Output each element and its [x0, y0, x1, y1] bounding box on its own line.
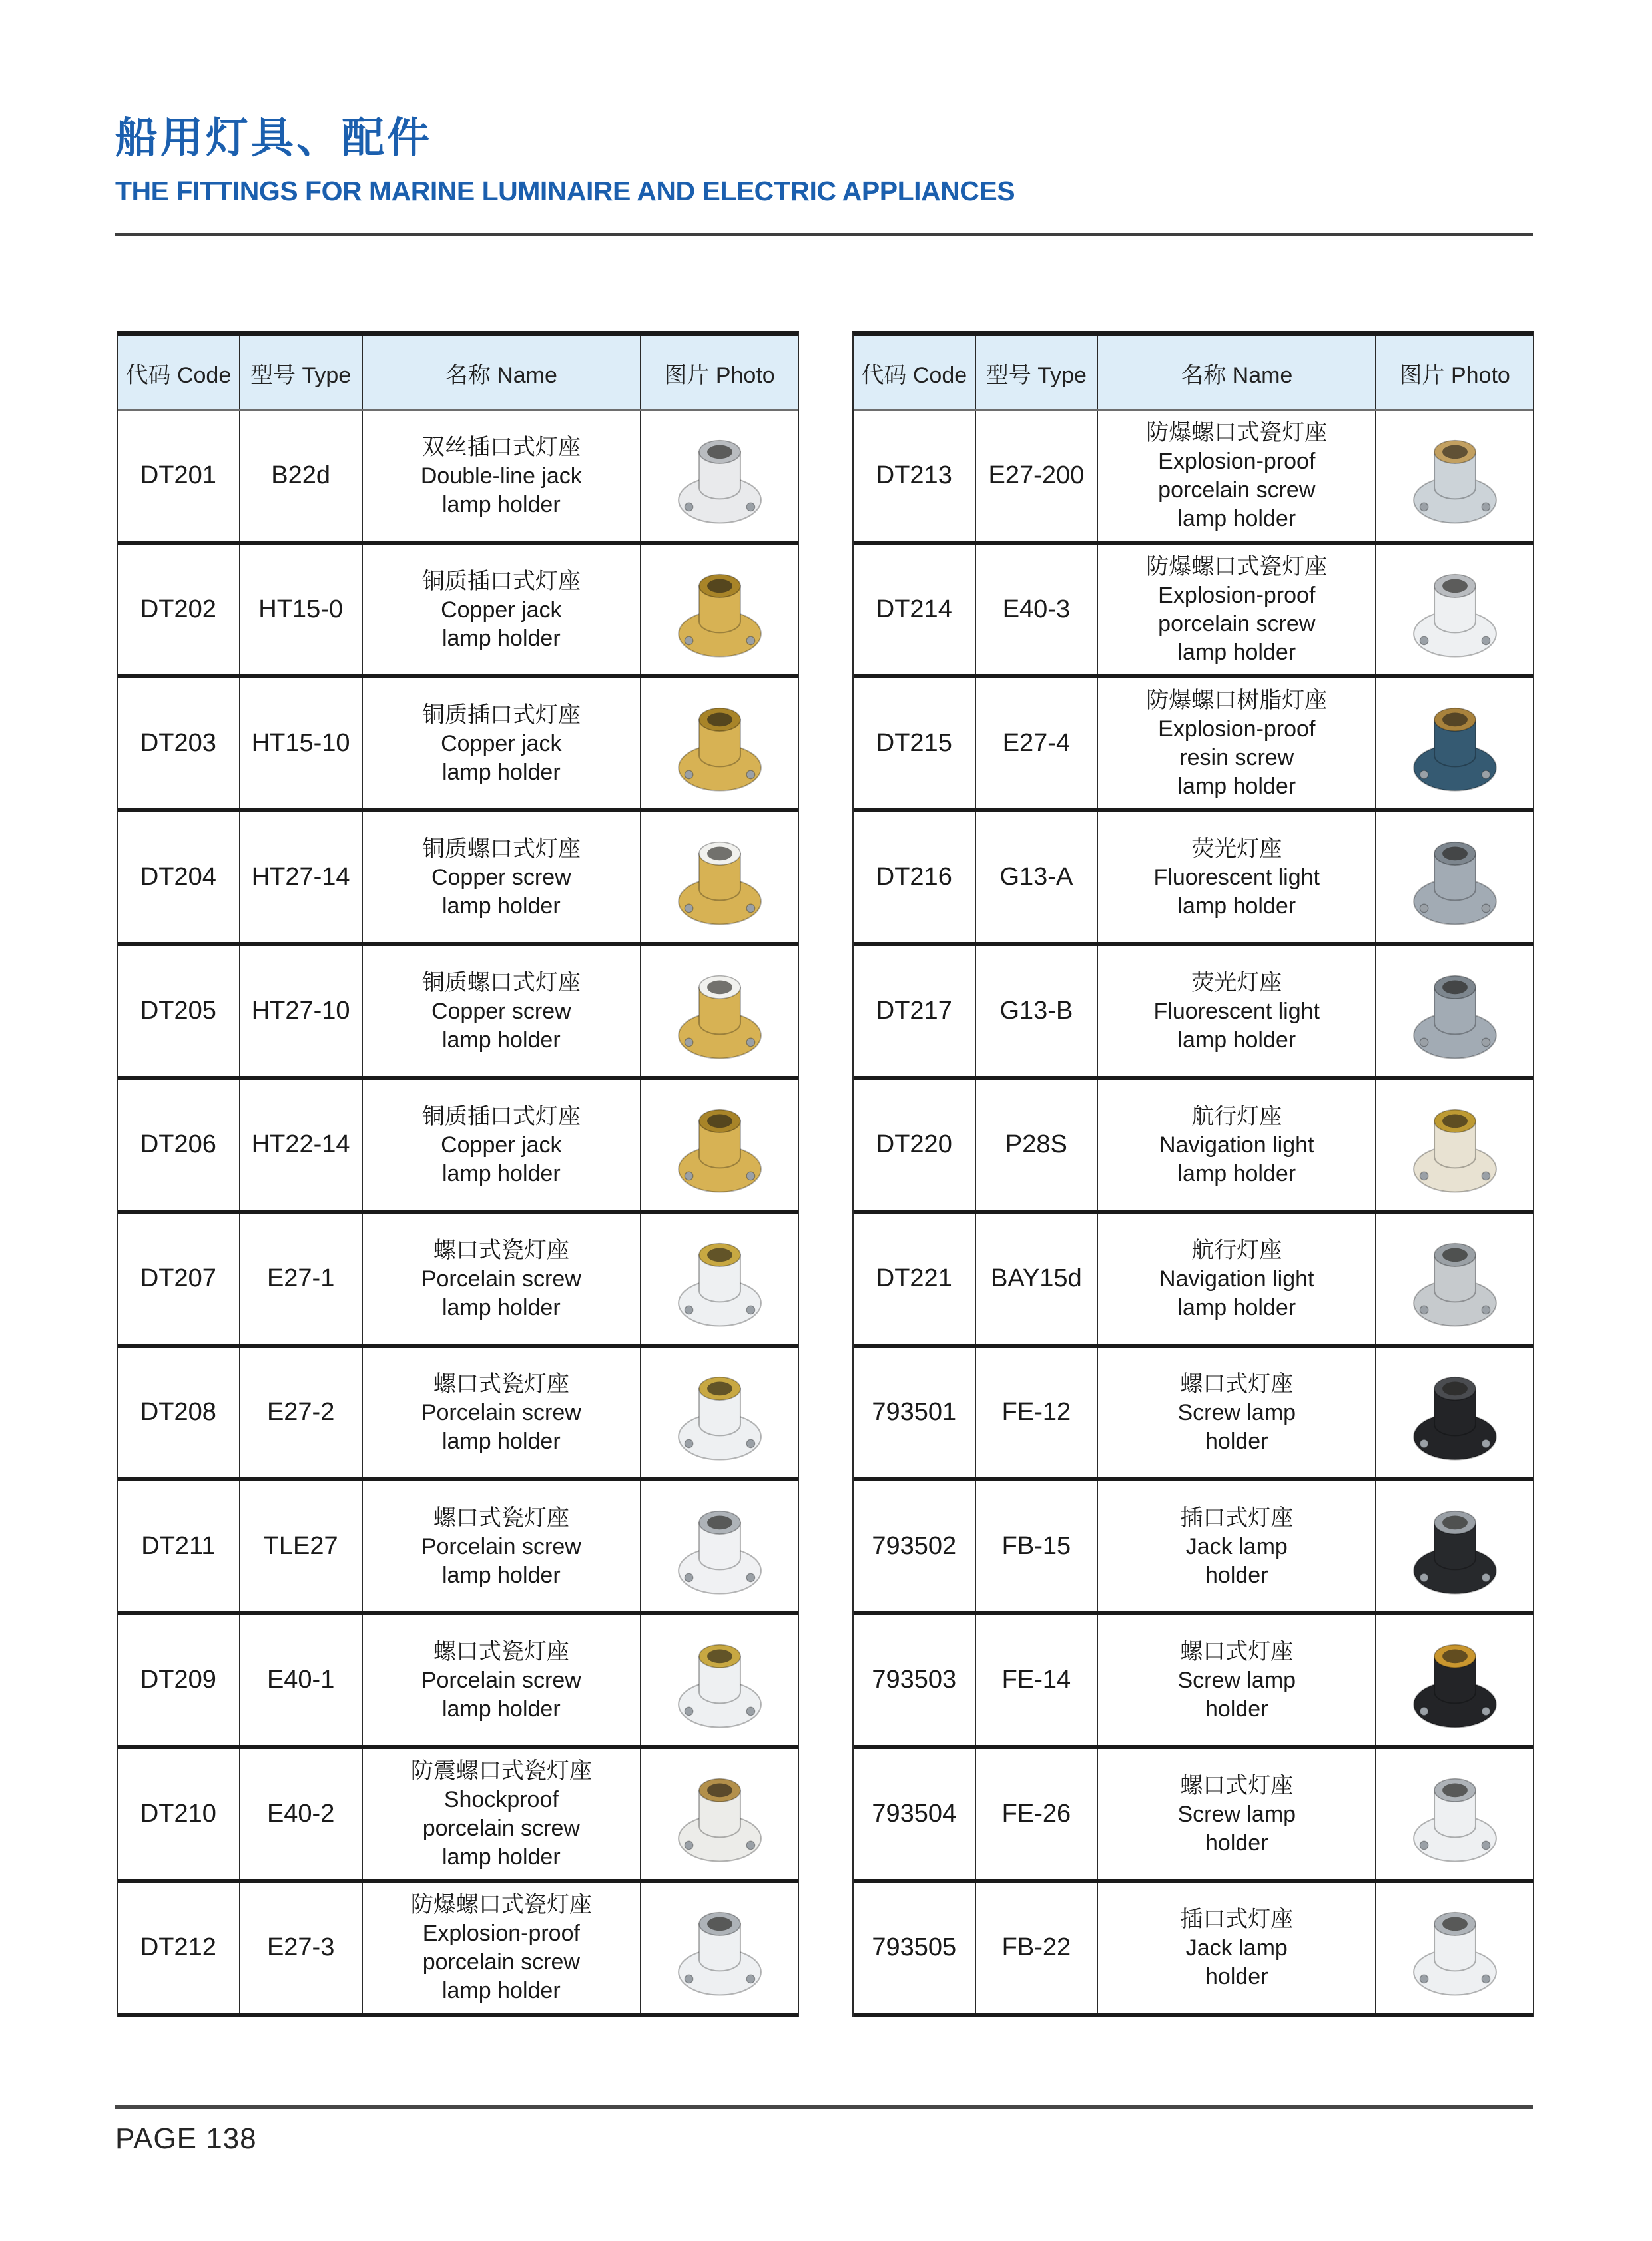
product-name-cn: 防爆螺口式瓷灯座 — [1146, 420, 1328, 446]
product-name-en: Porcelain screw lamp holder — [421, 1667, 581, 1722]
table-row — [118, 411, 798, 545]
photo-cell — [1376, 1615, 1533, 1745]
code-cell: DT205 — [118, 946, 240, 1076]
name-cell — [363, 545, 642, 674]
lamp-holder-photo-icon — [1398, 820, 1512, 935]
type-cell: E27-4 — [976, 678, 1099, 808]
type-cell: E40-2 — [240, 1749, 363, 1879]
code-cell: DT211 — [118, 1481, 240, 1611]
type-cell: TLE27 — [240, 1481, 363, 1611]
name-cell — [1098, 1615, 1376, 1745]
lamp-holder-photo-icon — [1398, 1891, 1512, 2005]
lamp-holder-photo-icon — [663, 686, 777, 801]
code-cell: DT206 — [118, 1080, 240, 1210]
lamp-holder-photo-icon — [663, 1356, 777, 1470]
lamp-holder-photo-icon — [1398, 419, 1512, 533]
table-body — [118, 411, 798, 2017]
name-cell — [363, 1348, 642, 1477]
photo-cell — [641, 1481, 798, 1611]
product-name-en: Copper jack lamp holder — [441, 597, 562, 651]
name-cell — [363, 946, 642, 1076]
name-cell — [1098, 1214, 1376, 1344]
product-name-en: Copper screw lamp holder — [431, 998, 571, 1053]
code-cell: DT212 — [118, 1883, 240, 2013]
type-cell: E27-200 — [976, 411, 1099, 541]
table-row — [118, 678, 798, 812]
type-cell: FB-15 — [976, 1481, 1099, 1611]
name-cell — [1098, 545, 1376, 674]
table-row — [118, 1481, 798, 1615]
code-cell: DT204 — [118, 812, 240, 942]
name-cell — [1098, 1883, 1376, 2013]
table-row — [118, 812, 798, 946]
photo-cell — [1376, 1214, 1533, 1344]
table-row — [118, 1749, 798, 1883]
product-name-en: Jack lamp holder — [1185, 1533, 1288, 1588]
type-cell: B22d — [240, 411, 363, 541]
lamp-holder-photo-icon — [1398, 1356, 1512, 1470]
product-name-cn: 螺口式瓷灯座 — [433, 1237, 569, 1263]
table-header-row — [854, 336, 1533, 411]
table-header-row — [118, 336, 798, 411]
name-cell — [1098, 411, 1376, 541]
code-cell: DT215 — [854, 678, 976, 808]
product-name-en: Copper jack lamp holder — [441, 1132, 562, 1186]
table-row — [854, 946, 1533, 1080]
product-name-en: Fluorescent light lamp holder — [1153, 998, 1320, 1053]
product-name-cn: 航行灯座 — [1191, 1103, 1282, 1129]
lamp-holder-photo-icon — [1398, 954, 1512, 1069]
table-row — [854, 411, 1533, 545]
page-subtitle: THE FITTINGS FOR MARINE LUMINAIRE AND ELECTRIC APPLIANCES — [115, 176, 1015, 206]
name-cell — [1098, 1348, 1376, 1477]
type-cell: E27-1 — [240, 1214, 363, 1344]
type-cell: G13-B — [976, 946, 1099, 1076]
photo-cell — [1376, 411, 1533, 541]
lamp-holder-photo-icon — [1398, 686, 1512, 801]
type-cell: BAY15d — [976, 1214, 1099, 1344]
column-header-photo: 图片 Photo — [664, 362, 775, 388]
table-row — [854, 812, 1533, 946]
code-cell: DT201 — [118, 411, 240, 541]
type-cell: FB-22 — [976, 1883, 1099, 2013]
photo-cell — [1376, 1481, 1533, 1611]
product-name-en: Explosion-proof resin screw lamp holder — [1158, 716, 1316, 799]
name-cell — [1098, 812, 1376, 942]
name-cell — [363, 1481, 642, 1611]
type-cell: FE-12 — [976, 1348, 1099, 1477]
column-header-photo: 图片 Photo — [1399, 362, 1510, 388]
table-row — [854, 1214, 1533, 1348]
page-title: 船用灯具、配件 — [115, 114, 432, 162]
name-cell — [363, 1214, 642, 1344]
column-header-name: 名称 Name — [1098, 336, 1376, 409]
table-row — [854, 545, 1533, 678]
table-row — [118, 1615, 798, 1749]
code-cell: DT214 — [854, 545, 976, 674]
lamp-holder-photo-icon — [1398, 1623, 1512, 1738]
column-header-type: 型号 Type — [976, 336, 1099, 409]
code-cell: DT209 — [118, 1615, 240, 1745]
page-number: PAGE 138 — [115, 2122, 257, 2155]
product-name-en: Porcelain screw lamp holder — [421, 1533, 581, 1588]
table-body — [854, 411, 1533, 2017]
parts-table-right — [852, 331, 1534, 2017]
product-name-en: Screw lamp holder — [1177, 1801, 1296, 1856]
type-cell: HT15-10 — [240, 678, 363, 808]
lamp-holder-photo-icon — [663, 419, 777, 533]
table-row — [854, 678, 1533, 812]
photo-cell — [641, 1615, 798, 1745]
type-cell: HT27-14 — [240, 812, 363, 942]
type-cell: FE-26 — [976, 1749, 1099, 1879]
photo-cell — [1376, 678, 1533, 808]
product-name-cn: 铜质螺口式灯座 — [421, 836, 581, 862]
photo-cell — [641, 1080, 798, 1210]
type-cell: FE-14 — [976, 1615, 1099, 1745]
product-name-cn: 航行灯座 — [1191, 1237, 1282, 1263]
code-cell: DT216 — [854, 812, 976, 942]
product-name-en: Copper jack lamp holder — [441, 730, 562, 785]
type-cell: HT27-10 — [240, 946, 363, 1076]
type-cell: HT15-0 — [240, 545, 363, 674]
photo-cell — [1376, 1749, 1533, 1879]
product-name-cn: 铜质插口式灯座 — [421, 702, 581, 728]
name-cell — [1098, 946, 1376, 1076]
product-name-cn: 螺口式灯座 — [1180, 1772, 1294, 1798]
product-name-cn: 防震螺口式瓷灯座 — [410, 1758, 592, 1784]
type-cell: G13-A — [976, 812, 1099, 942]
table-row — [118, 1883, 798, 2017]
type-cell: HT22-14 — [240, 1080, 363, 1210]
table-row — [854, 1615, 1533, 1749]
product-name-en: Explosion-proof porcelain screw lamp holder — [1158, 583, 1316, 665]
lamp-holder-photo-icon — [663, 1088, 777, 1202]
photo-cell — [641, 1883, 798, 2013]
code-cell: 793503 — [854, 1615, 976, 1745]
photo-cell — [641, 678, 798, 808]
product-name-cn: 荧光灯座 — [1191, 836, 1282, 862]
product-name-cn: 螺口式灯座 — [1180, 1638, 1294, 1664]
product-name-cn: 铜质插口式灯座 — [421, 1103, 581, 1129]
name-cell — [363, 1883, 642, 2013]
product-name-cn: 双丝插口式灯座 — [421, 434, 581, 460]
code-cell: 793505 — [854, 1883, 976, 2013]
code-cell: DT217 — [854, 946, 976, 1076]
name-cell — [363, 812, 642, 942]
code-cell: DT220 — [854, 1080, 976, 1210]
lamp-holder-photo-icon — [663, 1489, 777, 1604]
photo-cell — [641, 545, 798, 674]
code-cell: DT207 — [118, 1214, 240, 1344]
type-cell: E27-3 — [240, 1883, 363, 2013]
column-header-code: 代码 Code — [854, 336, 976, 409]
product-name-cn: 防爆螺口树脂灯座 — [1146, 688, 1328, 714]
name-cell — [1098, 1481, 1376, 1611]
type-cell: E40-1 — [240, 1615, 363, 1745]
photo-cell — [641, 812, 798, 942]
product-name-en: Navigation light lamp holder — [1159, 1132, 1314, 1186]
table-row — [118, 545, 798, 678]
code-cell: DT202 — [118, 545, 240, 674]
product-name-en: Explosion-proof porcelain screw lamp holder — [1158, 449, 1316, 531]
lamp-holder-photo-icon — [663, 1222, 777, 1336]
photo-cell — [1376, 1348, 1533, 1477]
type-cell: E27-2 — [240, 1348, 363, 1477]
lamp-holder-photo-icon — [1398, 1757, 1512, 1871]
table-row — [854, 1348, 1533, 1481]
photo-cell — [1376, 1080, 1533, 1210]
lamp-holder-photo-icon — [663, 820, 777, 935]
table-row — [854, 1481, 1533, 1615]
table-row — [118, 1080, 798, 1214]
name-cell — [363, 678, 642, 808]
photo-cell — [641, 1749, 798, 1879]
product-name-en: Screw lamp holder — [1177, 1399, 1296, 1454]
product-name-cn: 插口式灯座 — [1180, 1505, 1294, 1531]
table-row — [854, 1080, 1533, 1214]
lamp-holder-photo-icon — [1398, 553, 1512, 667]
code-cell: 793504 — [854, 1749, 976, 1879]
lamp-holder-photo-icon — [663, 553, 777, 667]
product-name-en: Navigation light lamp holder — [1159, 1266, 1314, 1320]
product-name-cn: 螺口式瓷灯座 — [433, 1371, 569, 1397]
type-cell: P28S — [976, 1080, 1099, 1210]
type-cell: E40-3 — [976, 545, 1099, 674]
lamp-holder-photo-icon — [663, 1891, 777, 2005]
table-row — [854, 1883, 1533, 2017]
product-name-en: Copper screw lamp holder — [431, 864, 571, 919]
product-name-cn: 螺口式灯座 — [1180, 1371, 1294, 1397]
product-name-en: Fluorescent light lamp holder — [1153, 864, 1320, 919]
table-row — [118, 1214, 798, 1348]
product-name-cn: 防爆螺口式瓷灯座 — [410, 1892, 592, 1918]
header-divider — [115, 233, 1533, 236]
photo-cell — [1376, 946, 1533, 1076]
lamp-holder-photo-icon — [1398, 1222, 1512, 1336]
code-cell: DT213 — [854, 411, 976, 541]
photo-cell — [1376, 545, 1533, 674]
table-row — [854, 1749, 1533, 1883]
parts-table-left — [117, 331, 799, 2017]
photo-cell — [1376, 812, 1533, 942]
name-cell — [363, 1080, 642, 1210]
code-cell: DT208 — [118, 1348, 240, 1477]
name-cell — [363, 1615, 642, 1745]
product-name-en: Explosion-proof porcelain screw lamp holder — [422, 1921, 580, 2003]
lamp-holder-photo-icon — [1398, 1489, 1512, 1604]
product-name-en: Jack lamp holder — [1185, 1935, 1288, 1989]
product-name-cn: 防爆螺口式瓷灯座 — [1146, 554, 1328, 580]
lamp-holder-photo-icon — [1398, 1088, 1512, 1202]
product-name-cn: 铜质螺口式灯座 — [421, 969, 581, 995]
table-row — [118, 946, 798, 1080]
lamp-holder-photo-icon — [663, 954, 777, 1069]
name-cell — [363, 411, 642, 541]
product-name-en: Double-line jack lamp holder — [420, 463, 582, 517]
product-name-cn: 螺口式瓷灯座 — [433, 1638, 569, 1664]
photo-cell — [641, 1214, 798, 1344]
name-cell — [1098, 1080, 1376, 1210]
photo-cell — [641, 411, 798, 541]
product-name-en: Porcelain screw lamp holder — [421, 1399, 581, 1454]
name-cell — [1098, 678, 1376, 808]
product-name-cn: 螺口式瓷灯座 — [433, 1505, 569, 1531]
product-name-en: Screw lamp holder — [1177, 1667, 1296, 1722]
column-header-name: 名称 Name — [363, 336, 642, 409]
photo-cell — [641, 1348, 798, 1477]
column-header-code: 代码 Code — [118, 336, 240, 409]
name-cell — [1098, 1749, 1376, 1879]
code-cell: DT221 — [854, 1214, 976, 1344]
product-name-en: Shockproof porcelain screw lamp holder — [422, 1787, 580, 1869]
product-name-cn: 插口式灯座 — [1180, 1906, 1294, 1932]
code-cell: DT210 — [118, 1749, 240, 1879]
lamp-holder-photo-icon — [663, 1623, 777, 1738]
photo-cell — [641, 946, 798, 1076]
product-name-cn: 荧光灯座 — [1191, 969, 1282, 995]
column-header-type: 型号 Type — [240, 336, 363, 409]
lamp-holder-photo-icon — [663, 1757, 777, 1871]
code-cell: 793502 — [854, 1481, 976, 1611]
product-name-cn: 铜质插口式灯座 — [421, 568, 581, 594]
code-cell: DT203 — [118, 678, 240, 808]
code-cell: 793501 — [854, 1348, 976, 1477]
footer-divider — [115, 2105, 1533, 2109]
product-name-en: Porcelain screw lamp holder — [421, 1266, 581, 1320]
table-row — [118, 1348, 798, 1481]
photo-cell — [1376, 1883, 1533, 2013]
name-cell — [363, 1749, 642, 1879]
